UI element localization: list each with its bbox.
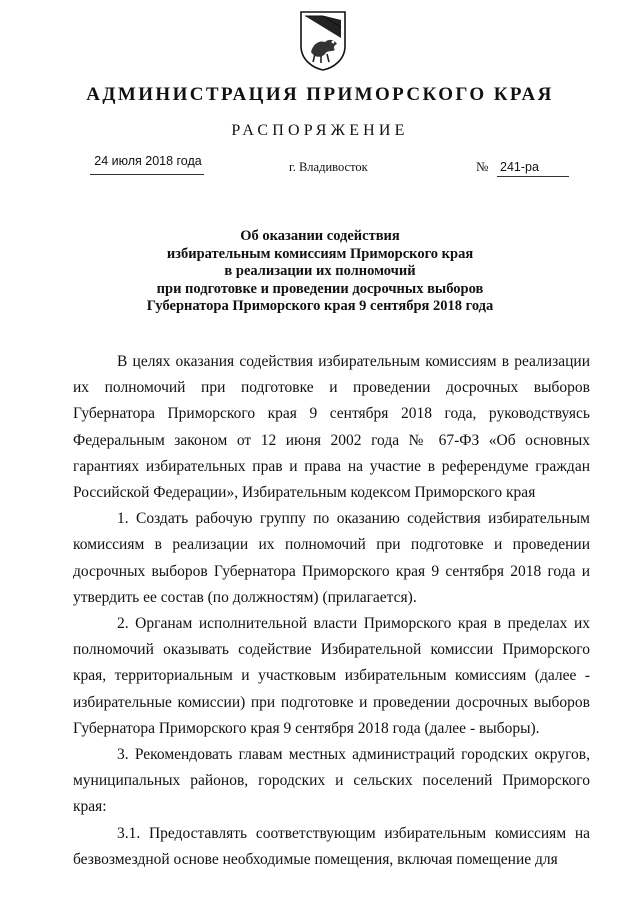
clause-3-1-paragraph: 3.1. Предоставлять соответствующим избирательным комиссиям на безвозмездной основе необходимые помещения, включая помещение для: [73, 824, 590, 868]
title-line: Об оказании содействия: [240, 228, 400, 244]
document-type: РАСПОРЯЖЕНИЕ: [231, 122, 409, 139]
organization-name: АДМИНИСТРАЦИЯ ПРИМОРСКОГО КРАЯ: [86, 84, 554, 105]
title-line: избирательным комиссиям Приморского края: [166, 245, 474, 262]
number-sign: №: [476, 159, 489, 174]
title-line: Губернатора Приморского края 9 сентября 2018 года: [146, 298, 494, 315]
primorsky-krai-coat-of-arms-icon: [297, 8, 349, 72]
date-underline: [90, 174, 204, 175]
document-title: [120, 228, 520, 316]
title-line: в реализации их полномочий: [224, 263, 416, 280]
clause-2-paragraph: 2. Органам исполнительной власти Приморского края в пределах их полномочий оказывать содействие Избирательной комиссии Приморского края, территориальным и участковым избирательным комиссиям (далее - избирательные комиссии) при подготовке и проведении досрочных выборов Губернатора Приморского края 9 сентября 2018 года (далее - выборы).: [73, 615, 590, 737]
document-number: 241-ра: [500, 160, 539, 174]
document-body: [73, 349, 590, 873]
preamble-paragraph: В целях оказания содействия избирательным комиссиям в реализации их полномочий при подготовке и проведении досрочных выборов Губернатора Приморского края 9 сентября 2018 года, руководствуясь Федеральным законом от 12 июня 2002 года № 67-ФЗ «Об основных гарантиях избирательных прав и права на участие в референдуме граждан Российской Федерации», Избирательным кодексом Приморского края: [73, 353, 590, 502]
title-line: при подготовке и проведении досрочных выборов: [156, 280, 484, 297]
clause-3-paragraph: 3. Рекомендовать главам местных администраций городских округов, муниципальных районов, городских и сельских поселений Приморского края:: [73, 746, 590, 816]
number-underline: [497, 176, 569, 177]
document-city: г. Владивосток: [289, 160, 368, 174]
clause-1-paragraph: 1. Создать рабочую группу по оказанию содействия избирательным комиссиям в реализации их полномочий при подготовке и проведении досрочных выборов Губернатора Приморского края 9 сентября 2018 года и утвердить ее состав (по должностям) (прилагается).: [73, 510, 590, 606]
document-date: 24 июля 2018 года: [94, 154, 202, 168]
